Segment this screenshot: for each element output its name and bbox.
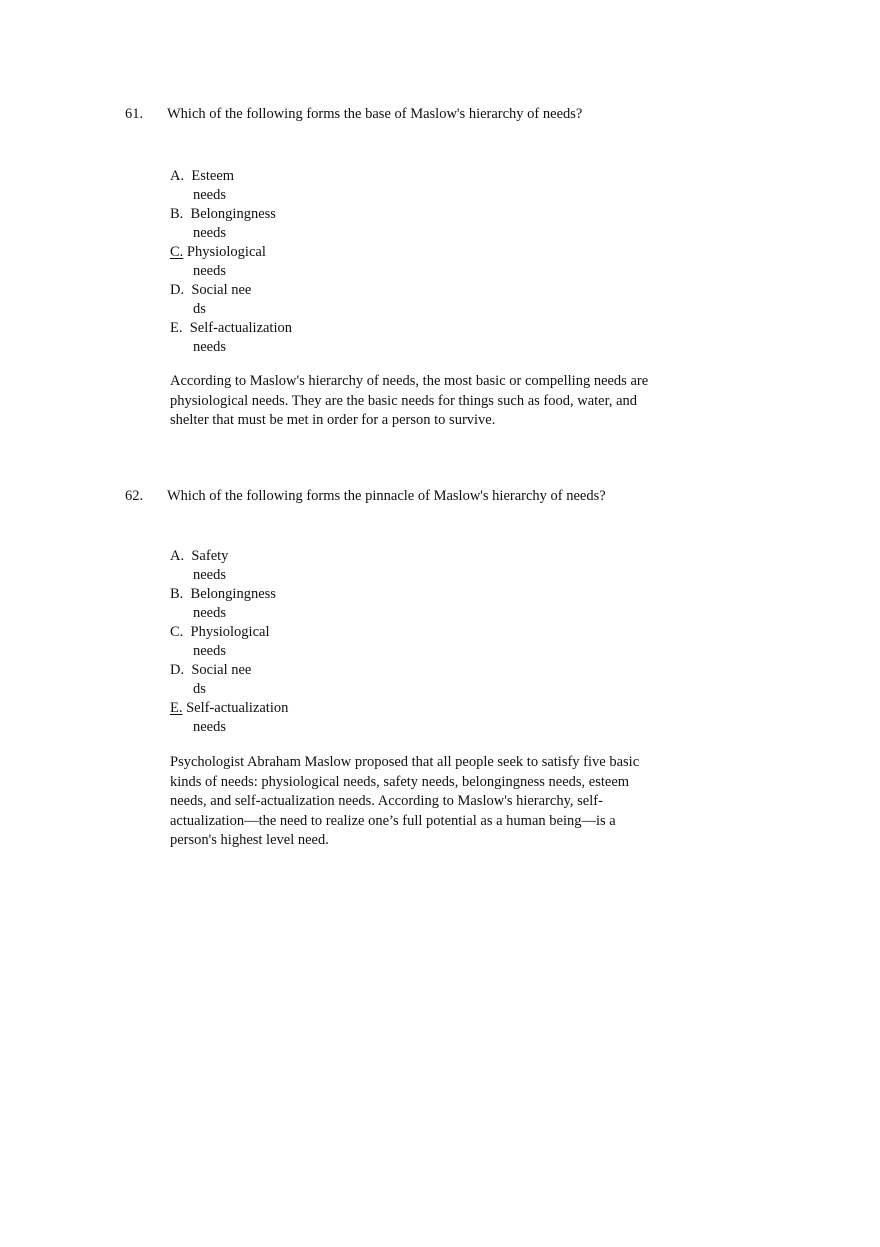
option-letter: D.: [170, 282, 185, 298]
question-text: Which of the following forms the base of Maslow's hierarchy of needs?: [167, 106, 583, 122]
option-letter: C.: [170, 624, 184, 640]
option-text: Social nee: [191, 282, 252, 298]
option-letter: A.: [170, 548, 185, 564]
option-text-continued: needs: [193, 225, 227, 241]
question-number: 62.: [125, 488, 144, 504]
option-letter: A.: [170, 168, 185, 184]
option-text: Physiological: [186, 244, 266, 260]
option-letter: E.: [170, 320, 183, 336]
option-text-continued: needs: [193, 339, 227, 355]
answer-explanation: According to Maslow's hierarchy of needs, the most basic or compelling needs are physiological needs. They are the basic needs for things such as food, water, and shelter that must be met in order for a person to survive.: [170, 373, 649, 428]
question-text: Which of the following forms the pinnacle of Maslow's hierarchy of needs?: [167, 488, 606, 504]
option-text-continued: needs: [193, 567, 227, 583]
option-text-continued: needs: [193, 187, 227, 203]
option-letter: B.: [170, 206, 184, 222]
question-number: 61.: [125, 106, 144, 122]
option-text-continued: ds: [193, 681, 206, 697]
option-text: Esteem: [191, 168, 235, 184]
option-text-continued: ds: [193, 301, 206, 317]
option-text-continued: needs: [193, 263, 227, 279]
option-text: Safety: [191, 548, 229, 564]
correct-option-letter: C.: [170, 244, 184, 260]
option-text: Physiological: [190, 624, 270, 640]
option-text: Belongingness: [190, 586, 276, 602]
correct-option-letter: E.: [170, 700, 183, 716]
option-text: Social nee: [191, 662, 252, 678]
option-letter: B.: [170, 586, 184, 602]
option-text-continued: needs: [193, 719, 227, 735]
option-text: Self-actualization: [186, 700, 289, 716]
option-text-continued: needs: [193, 643, 227, 659]
answer-explanation: Psychologist Abraham Maslow proposed that all people seek to satisfy five basic kinds of needs: physiological needs, safety needs, belongingness needs, esteem needs, and self-actualization needs. According to Maslow's hierarchy, self-actualization—the need to realize one’s full potential as a human being—is a person's highest level need.: [170, 754, 640, 848]
option-text: Self-actualization: [189, 320, 292, 336]
option-text-continued: needs: [193, 605, 227, 621]
option-letter: D.: [170, 662, 185, 678]
option-text: Belongingness: [190, 206, 276, 222]
